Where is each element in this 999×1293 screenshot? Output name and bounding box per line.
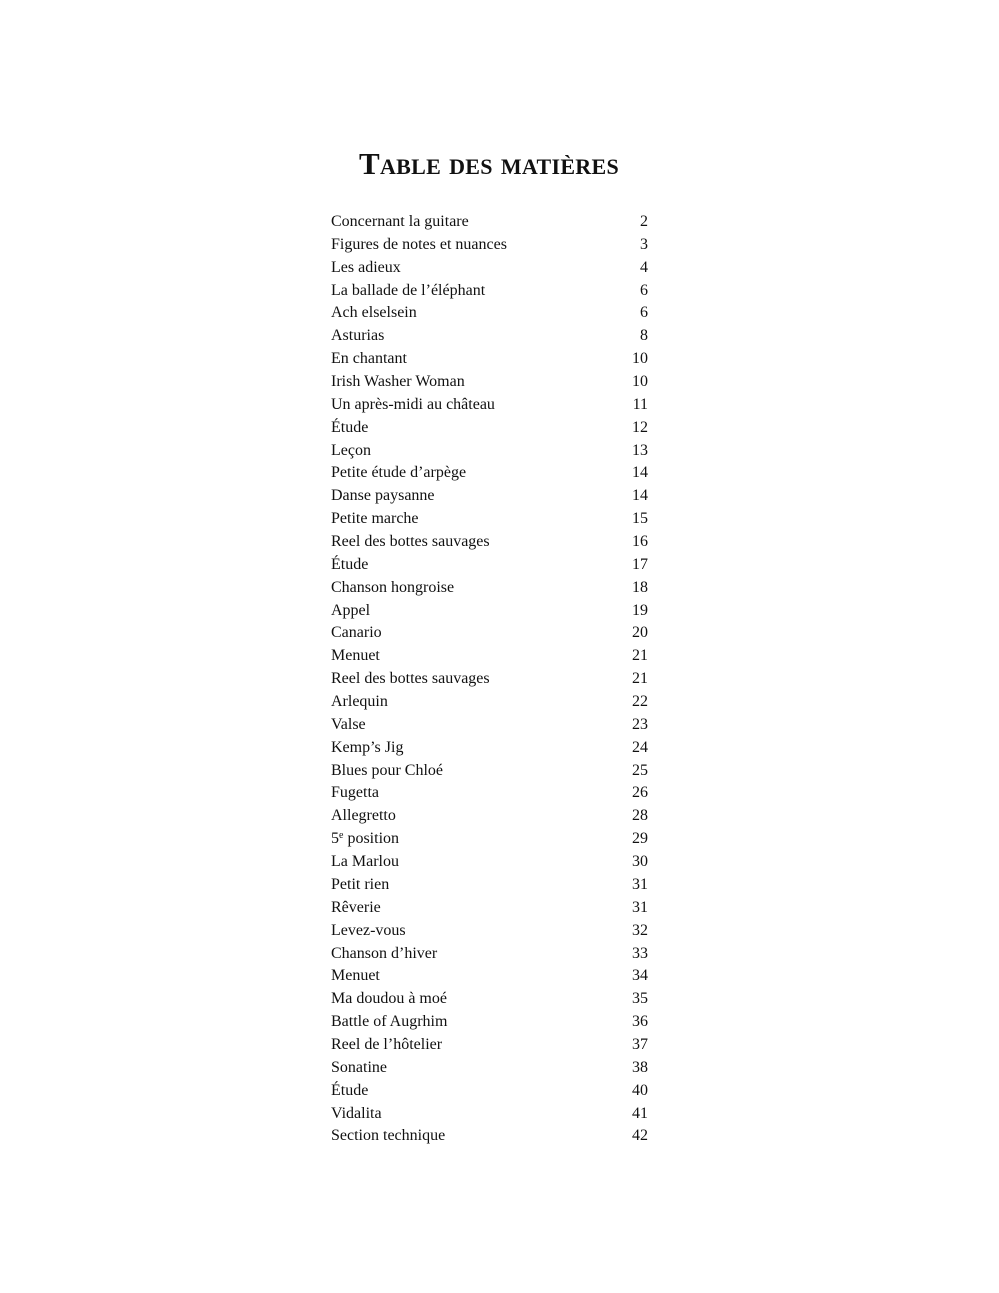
toc-entry-page-number: 40 xyxy=(632,1081,648,1099)
toc-entry xyxy=(331,1103,648,1126)
toc-entry-title: Étude xyxy=(331,418,369,436)
toc-entry-title: Sonatine xyxy=(331,1058,387,1076)
toc-entry-title: La ballade de l’éléphant xyxy=(331,281,486,299)
toc-entry xyxy=(331,211,648,234)
toc-entry xyxy=(331,1080,648,1103)
toc-entry xyxy=(331,394,648,417)
toc-entry-title: Un après-midi au château xyxy=(331,395,495,413)
toc-entry-page-number: 33 xyxy=(632,944,648,962)
toc-entry-page-number: 31 xyxy=(632,875,648,893)
toc-entry-title: Étude xyxy=(331,555,369,573)
toc-entry-title xyxy=(331,828,399,851)
toc-entry-title: Danse paysanne xyxy=(331,487,435,505)
toc-entry-title: Battle of Augrhim xyxy=(331,1013,448,1031)
toc-entry-page-number: 30 xyxy=(632,853,648,871)
toc-entry-page-number: 32 xyxy=(632,921,648,939)
toc-entry-title: Petite marche xyxy=(331,510,419,528)
toc-entry-page-number: 25 xyxy=(632,761,648,779)
toc-entry-title: Reel de l’hôtelier xyxy=(331,1035,443,1053)
toc-entry xyxy=(331,988,648,1011)
toc-entry xyxy=(331,668,648,691)
toc-entry xyxy=(331,874,648,897)
toc-entry xyxy=(331,1034,648,1057)
toc-entry-title: Figures de notes et nuances xyxy=(331,235,507,253)
toc-entry-title: Chanson d’hiver xyxy=(331,944,438,962)
toc-entry-page-number: 21 xyxy=(632,670,648,688)
page-title: Table des matières xyxy=(358,146,619,181)
toc-entry-title: Valse xyxy=(331,715,366,733)
toc-entry xyxy=(331,302,648,325)
toc-entry-title: Reel des bottes sauvages xyxy=(331,670,490,688)
toc-entry xyxy=(331,531,648,554)
toc-entry-page-number: 17 xyxy=(632,555,648,573)
toc-entry-title: Chanson hongroise xyxy=(331,578,455,596)
toc-entry-page-number: 37 xyxy=(632,1035,648,1053)
table-of-contents xyxy=(331,211,648,1148)
toc-entry-page-number: 13 xyxy=(632,441,648,459)
toc-entry-page-number: 16 xyxy=(632,533,648,551)
toc-entry-page-number: 36 xyxy=(632,1013,648,1031)
toc-entry-page-number: 10 xyxy=(632,350,648,368)
toc-entry xyxy=(331,805,648,828)
toc-entry-page-number: 11 xyxy=(632,395,648,413)
toc-entry-page-number: 19 xyxy=(632,601,648,619)
toc-entry-title: Rêverie xyxy=(331,898,381,916)
toc-entry-page-number: 31 xyxy=(632,898,648,916)
toc-entry-page-number: 2 xyxy=(640,213,648,230)
toc-entry-page-number: 22 xyxy=(632,693,648,711)
toc-entry xyxy=(331,920,648,943)
toc-entry-page-number: 8 xyxy=(640,327,648,345)
toc-entry xyxy=(331,714,648,737)
toc-entry xyxy=(331,1011,648,1034)
toc-entry xyxy=(331,280,648,303)
toc-entry xyxy=(331,760,648,783)
toc-entry-page-number: 15 xyxy=(632,510,648,528)
toc-entry-page-number: 42 xyxy=(632,1127,648,1145)
toc-entry-title: En chantant xyxy=(331,350,407,368)
toc-entry-page-number: 12 xyxy=(632,418,648,436)
toc-entry-title: Ma doudou à moé xyxy=(331,990,447,1008)
toc-entry xyxy=(331,1057,648,1080)
toc-entry xyxy=(331,577,648,600)
toc-entry-title: Ach elselsein xyxy=(331,304,417,322)
toc-entry xyxy=(331,325,648,348)
toc-entry-title: Petit rien xyxy=(331,875,390,893)
toc-entry-page-number: 20 xyxy=(632,624,648,642)
toc-entry-page-number: 35 xyxy=(632,990,648,1008)
toc-entry xyxy=(331,371,648,394)
toc-entry xyxy=(331,440,648,463)
toc-entry xyxy=(331,417,648,440)
toc-entry-page-number: 3 xyxy=(640,235,648,253)
toc-entry xyxy=(331,462,648,485)
toc-entry-title: Menuet xyxy=(331,967,380,985)
toc-entry-title: Petite étude d’arpège xyxy=(331,464,467,482)
toc-entry-title: Leçon xyxy=(331,441,371,459)
toc-entry-page-number: 14 xyxy=(632,464,648,482)
toc-entry xyxy=(331,234,648,257)
toc-entry-page-number: 24 xyxy=(632,738,648,756)
toc-entry-page-number: 18 xyxy=(632,578,648,596)
toc-entry xyxy=(331,508,648,531)
toc-entry xyxy=(331,1125,648,1148)
toc-entry-title: Irish Washer Woman xyxy=(331,373,465,391)
toc-entry xyxy=(331,828,648,851)
toc-entry-page-number: 6 xyxy=(640,304,648,322)
toc-entry-title: Arlequin xyxy=(331,693,388,711)
toc-entry xyxy=(331,257,648,280)
toc-entry-title: Asturias xyxy=(331,327,385,345)
toc-entry-page-number: 21 xyxy=(632,647,648,665)
toc-entry-title-superscript: e xyxy=(339,830,344,842)
toc-entry xyxy=(331,348,648,371)
toc-entry-title: Blues pour Chloé xyxy=(331,761,443,779)
toc-entry-title: Les adieux xyxy=(331,258,401,276)
toc-entry xyxy=(331,554,648,577)
toc-entry xyxy=(331,485,648,508)
toc-entry-title: Allegretto xyxy=(331,807,396,825)
toc-entry-title: Levez-vous xyxy=(331,921,406,939)
toc-entry-title: Étude xyxy=(331,1081,369,1099)
toc-entry-page-number: 10 xyxy=(632,373,648,391)
toc-entry xyxy=(331,691,648,714)
toc-entry-page-number: 14 xyxy=(632,487,648,505)
toc-entry-title: La Marlou xyxy=(331,853,399,871)
toc-entry-title: Menuet xyxy=(331,647,380,665)
toc-entry xyxy=(331,622,648,645)
toc-entry-page-number: 29 xyxy=(632,830,648,848)
toc-entry-page-number: 41 xyxy=(632,1104,648,1122)
toc-entry-page-number: 28 xyxy=(632,807,648,825)
toc-entry-title: Vidalita xyxy=(331,1104,382,1122)
toc-entry xyxy=(331,782,648,805)
toc-entry-page-number: 34 xyxy=(632,967,648,985)
toc-entry xyxy=(331,897,648,920)
toc-entry xyxy=(331,737,648,760)
toc-entry-title: Section technique xyxy=(331,1127,446,1145)
toc-entry xyxy=(331,943,648,966)
toc-entry-title: Fugetta xyxy=(331,784,379,802)
toc-entry-page-number: 26 xyxy=(632,784,648,802)
toc-entry-title: Kemp’s Jig xyxy=(331,738,404,756)
toc-entry-title: Canario xyxy=(331,624,382,642)
toc-entry-title: Concernant la guitare xyxy=(331,213,469,230)
toc-entry xyxy=(331,600,648,623)
toc-entry-title-suffix: position xyxy=(343,830,400,848)
toc-entry xyxy=(331,851,648,874)
toc-entry xyxy=(331,965,648,988)
toc-entry-page-number: 38 xyxy=(632,1058,648,1076)
toc-entry-page-number: 4 xyxy=(640,258,648,276)
toc-entry-page-number: 23 xyxy=(632,715,648,733)
toc-entry-title: Reel des bottes sauvages xyxy=(331,533,490,551)
toc-entry xyxy=(331,645,648,668)
toc-entry-title: Appel xyxy=(331,601,371,619)
toc-entry-page-number: 6 xyxy=(640,281,648,299)
toc-entry-title-main: 5 xyxy=(331,830,339,848)
